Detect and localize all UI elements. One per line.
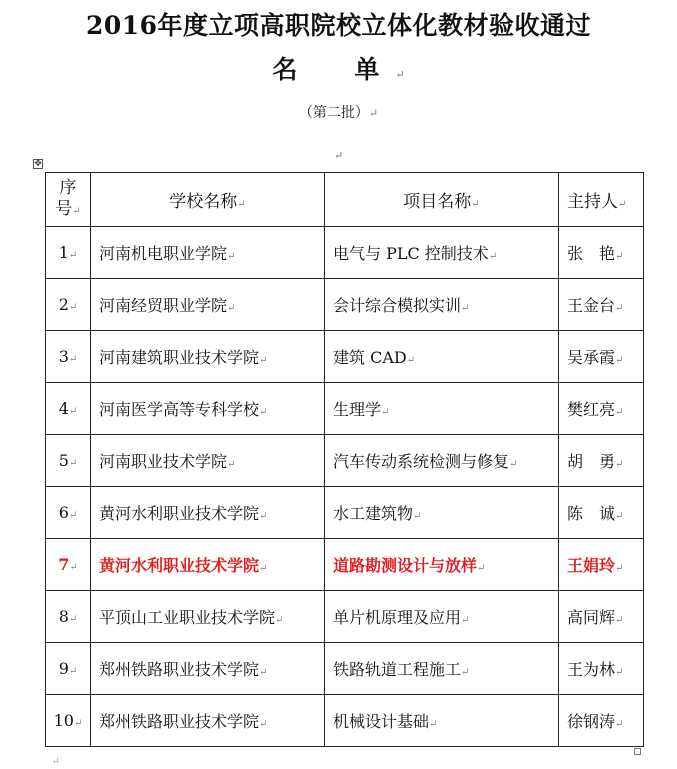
table-move-handle-icon[interactable]: ✥: [34, 159, 42, 169]
row-no: 4: [58, 399, 69, 418]
row-school-cell: [91, 331, 325, 383]
row-host-cell: [559, 643, 644, 695]
row-host-cell: [559, 539, 644, 591]
row-project-cell: [325, 643, 559, 695]
row-no: 10: [53, 711, 74, 730]
cell-mark-icon: ↵: [471, 199, 480, 210]
cell-mark-icon: ↵: [69, 562, 78, 573]
cell-mark-icon: ↵: [615, 719, 624, 730]
cell-mark-icon: ↵: [237, 199, 246, 210]
row-school-cell: [91, 279, 325, 331]
cell-mark-icon: ↵: [618, 199, 627, 210]
row-host: 王为林: [567, 660, 616, 679]
cell-mark-icon: ↵: [488, 251, 498, 262]
row-school: 郑州铁路职业技术学院: [99, 660, 260, 679]
cell-mark-icon: ↵: [615, 251, 624, 262]
row-host-cell: [559, 227, 644, 279]
row-school-cell: [91, 227, 325, 279]
row-school: 黄河水利职业技术学院: [99, 556, 260, 575]
row-project-cell: [325, 279, 559, 331]
cell-mark-icon: ↵: [615, 667, 624, 678]
table-row: [46, 539, 644, 591]
cell-mark-icon: ↵: [259, 407, 268, 418]
table-body: [46, 227, 644, 747]
header-school-label: 学校名称: [169, 192, 238, 212]
cell-mark-icon: ↵: [68, 614, 78, 625]
row-project: 生理学: [333, 400, 382, 419]
row-no: 7: [58, 555, 70, 574]
cell-mark-icon: ↵: [227, 459, 236, 470]
acceptance-list-table: [45, 172, 644, 747]
cell-mark-icon: ↵: [461, 303, 470, 314]
row-school: 河南建筑职业技术学院: [99, 348, 260, 367]
table-row: [46, 435, 644, 487]
row-school: 河南机电职业学院: [99, 244, 228, 263]
header-no-line-2: 号: [55, 198, 73, 219]
row-school-cell: [91, 695, 325, 747]
row-school-cell: [91, 591, 325, 643]
row-no-cell: [46, 539, 91, 591]
row-school: 平顶山工业职业技术学院: [99, 608, 276, 627]
row-host: 胡 勇: [567, 452, 616, 471]
row-host-cell: [559, 383, 644, 435]
title-line-2: 名 单: [272, 55, 396, 84]
cell-mark-icon: ↵: [615, 511, 624, 522]
cell-mark-icon: ↵: [429, 719, 438, 730]
table-row: [46, 643, 644, 695]
cell-mark-icon: ↵: [615, 459, 624, 470]
cell-mark-icon: ↵: [461, 615, 470, 626]
row-no: 9: [58, 659, 69, 678]
row-school-cell: [91, 539, 325, 591]
row-no: 2: [58, 295, 69, 314]
row-school-cell: [91, 383, 325, 435]
header-no: [46, 173, 91, 227]
row-project-cell: [325, 435, 559, 487]
row-school: 河南职业技术学院: [99, 452, 228, 471]
table-row: [46, 279, 644, 331]
row-host-cell: [559, 695, 644, 747]
cell-mark-icon: ↵: [461, 667, 470, 678]
cell-mark-icon: ↵: [68, 510, 78, 521]
row-no-cell: [46, 591, 91, 643]
row-school-cell: [91, 643, 325, 695]
table-row: [46, 383, 644, 435]
row-no-cell: [46, 279, 91, 331]
row-no-cell: [46, 643, 91, 695]
paragraph-mark-icon: ↵: [395, 68, 405, 81]
row-host-cell: [559, 331, 644, 383]
paragraph-mark-icon: ↵: [368, 107, 379, 120]
row-project: 道路勘测设计与放样: [333, 556, 478, 575]
page-title: [0, 6, 677, 42]
row-host: 吴承霞: [567, 348, 616, 367]
row-school-cell: [91, 487, 325, 539]
cell-mark-icon: ↵: [68, 406, 78, 417]
cell-mark-icon: ↵: [615, 355, 624, 366]
cell-mark-icon: ↵: [259, 667, 268, 678]
row-project: 电气与 PLC 控制技术: [333, 244, 489, 263]
row-project-cell: [325, 591, 559, 643]
row-project-cell: [325, 331, 559, 383]
row-school-cell: [91, 435, 325, 487]
row-project: 水工建筑物: [333, 504, 414, 523]
cell-mark-icon: ↵: [275, 615, 284, 626]
row-project-cell: [325, 695, 559, 747]
row-host: 王娟玲: [567, 556, 616, 575]
batch-subtitle: [0, 102, 677, 122]
row-no: 6: [58, 503, 69, 522]
table-row: [46, 227, 644, 279]
header-project-label: 项目名称: [403, 192, 472, 212]
row-host-cell: [559, 487, 644, 539]
cell-mark-icon: ↵: [615, 303, 624, 314]
row-project: 建筑 CAD: [333, 348, 407, 367]
cell-mark-icon: ↵: [259, 511, 268, 522]
row-host-cell: [559, 435, 644, 487]
table-row: [46, 331, 644, 383]
table-row: [46, 695, 644, 747]
row-no: 8: [58, 607, 69, 626]
row-project-cell: [325, 227, 559, 279]
cell-mark-icon: ↵: [227, 251, 236, 262]
cell-mark-icon: ↵: [68, 458, 78, 469]
row-no: 3: [58, 347, 69, 366]
cell-mark-icon: ↵: [259, 563, 268, 574]
row-project: 会计综合模拟实训: [333, 296, 462, 315]
page-title-line-2: [0, 50, 677, 86]
row-no-cell: [46, 435, 91, 487]
cell-mark-icon: ↵: [259, 355, 268, 366]
row-no-cell: [46, 227, 91, 279]
row-host: 陈 诚: [567, 504, 616, 523]
paragraph-mark-icon: ↵: [52, 757, 60, 767]
cell-mark-icon: ↵: [259, 719, 268, 730]
header-no-line-1: 序: [59, 177, 77, 198]
cell-mark-icon: ↵: [406, 355, 416, 366]
row-school: 河南医学高等专科学校: [99, 400, 260, 419]
table-row: [46, 591, 644, 643]
header-project: [325, 173, 559, 227]
row-project: 铁路轨道工程施工: [333, 660, 462, 679]
paragraph-mark-icon: ↵: [334, 149, 344, 162]
row-host: 王金台: [567, 296, 616, 315]
cell-mark-icon: ↵: [68, 666, 78, 677]
cell-mark-icon: ↵: [509, 459, 518, 470]
cell-mark-icon: ↵: [68, 354, 78, 365]
cell-mark-icon: ↵: [68, 250, 78, 261]
row-no-cell: [46, 487, 91, 539]
row-project-cell: [325, 383, 559, 435]
cell-mark-icon: ↵: [227, 303, 236, 314]
row-no: 1: [58, 243, 69, 262]
row-project: 单片机原理及应用: [333, 608, 462, 627]
row-no-cell: [46, 695, 91, 747]
row-no-cell: [46, 331, 91, 383]
table-resize-handle-icon[interactable]: [634, 748, 641, 755]
row-project-cell: [325, 487, 559, 539]
cell-mark-icon: ↵: [615, 615, 624, 626]
row-project: 机械设计基础: [333, 712, 430, 731]
row-host-cell: [559, 279, 644, 331]
cell-mark-icon: ↵: [381, 407, 390, 418]
cell-mark-icon: ↵: [73, 718, 83, 729]
row-school: 河南经贸职业学院: [99, 296, 228, 315]
cell-mark-icon: ↵: [72, 205, 81, 217]
row-school: 郑州铁路职业技术学院: [99, 712, 260, 731]
row-host: 樊红亮: [567, 400, 616, 419]
row-host: 张 艳: [567, 244, 616, 263]
row-host: 高同辉: [567, 608, 616, 627]
row-school: 黄河水利职业技术学院: [99, 504, 260, 523]
row-no-cell: [46, 383, 91, 435]
header-school: [91, 173, 325, 227]
cell-mark-icon: ↵: [615, 563, 624, 574]
row-project-cell: [325, 539, 559, 591]
row-project: 汽车传动系统检测与修复: [333, 452, 510, 471]
cell-mark-icon: ↵: [68, 302, 78, 313]
row-no: 5: [58, 451, 69, 470]
batch-label: （第二批）: [298, 105, 369, 121]
table-row: [46, 487, 644, 539]
header-host-label: 主持人: [567, 192, 618, 212]
cell-mark-icon: ↵: [477, 563, 486, 574]
row-host: 徐钢涛: [567, 712, 616, 731]
row-host-cell: [559, 591, 644, 643]
table-header-row: [46, 173, 644, 227]
cell-mark-icon: ↵: [615, 407, 624, 418]
header-host: [559, 173, 644, 227]
cell-mark-icon: ↵: [413, 511, 422, 522]
title-line-1: 2016年度立项高职院校立体化教材验收通过: [85, 11, 592, 40]
